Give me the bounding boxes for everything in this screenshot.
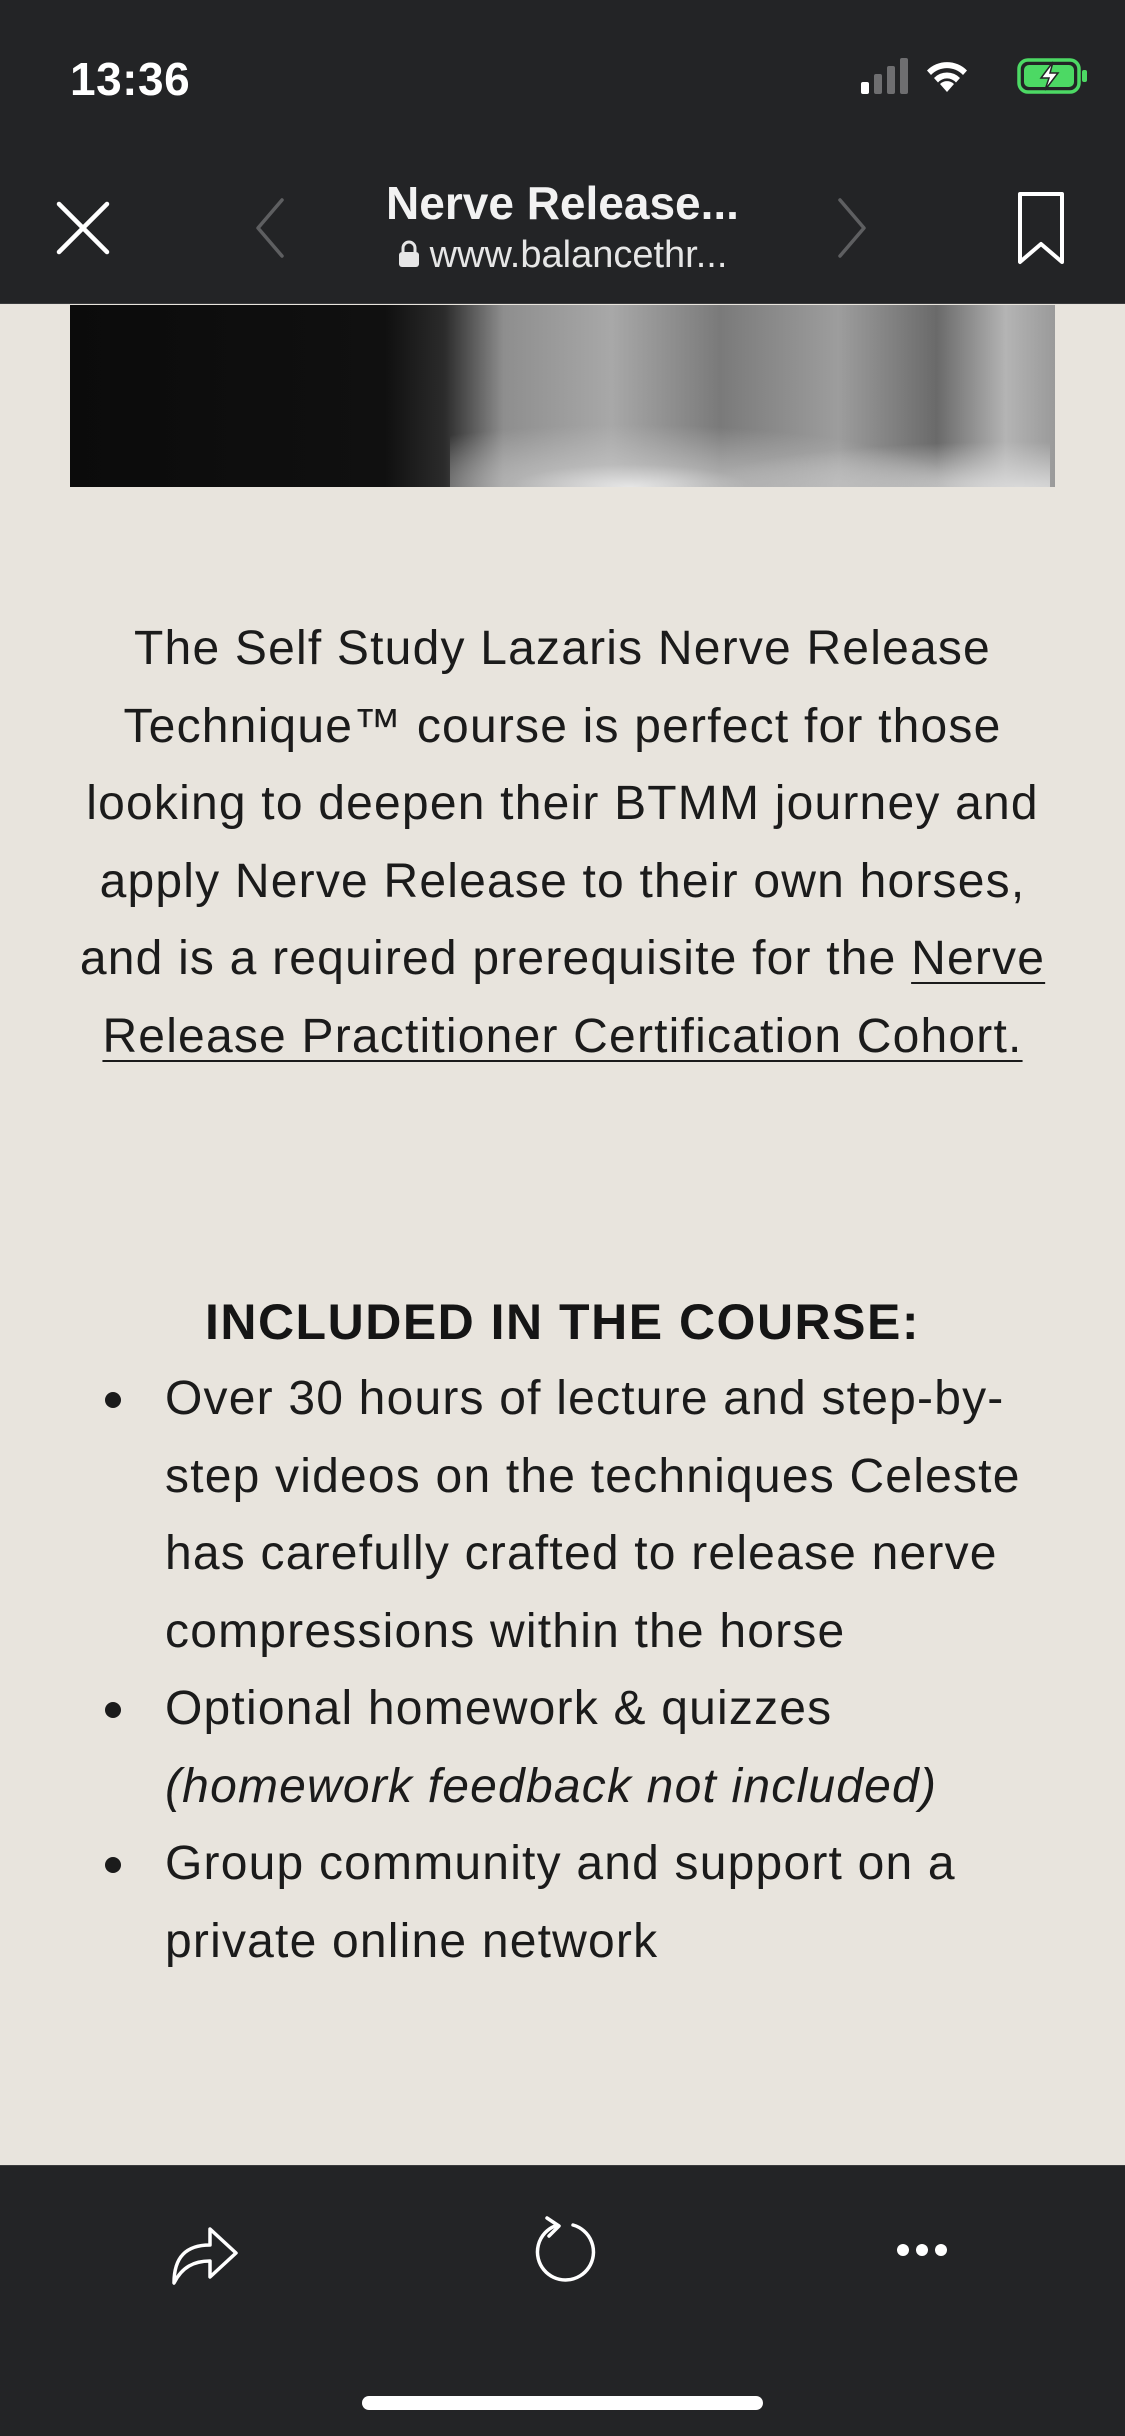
status-time: 13:36 (70, 53, 191, 105)
page-content (0, 305, 1125, 2165)
url-text: www.balancethr... (429, 234, 728, 276)
hero-image (70, 305, 1055, 487)
url-display (300, 232, 825, 278)
hero-image-shading (450, 407, 1050, 487)
list-item-text: Group community and support on a private online network (165, 1837, 956, 1968)
chevron-right-icon[interactable] (834, 196, 870, 260)
share-icon[interactable] (168, 2221, 240, 2287)
list-item-text: Over 30 hours of lecture and step-by-step videos on the techniques Celeste has carefully crafted to release nerve compressions within the horse (165, 1372, 1021, 1658)
course-intro-text: The Self Study Lazaris Nerve Release Technique™ course is perfect for those looking to deepen their BTMM journey and apply Nerve Release to their own horses, and is a required prerequisite for the (79, 622, 1039, 985)
close-icon[interactable] (55, 200, 111, 256)
battery-charging-icon (1017, 58, 1089, 94)
page-title: Nerve Release... (386, 177, 739, 229)
list-item (165, 1360, 1065, 1670)
browser-header (0, 150, 1125, 304)
list-item (165, 1670, 1065, 1825)
chevron-left-icon[interactable] (252, 196, 288, 260)
status-bar (0, 0, 1125, 150)
reload-icon[interactable] (527, 2216, 599, 2288)
bullet (105, 1702, 121, 1718)
more-icon[interactable] (896, 2242, 948, 2258)
list-item-text: Optional homework & quizzes (165, 1682, 833, 1735)
list-item-note: (homework feedback not included) (165, 1759, 938, 1813)
included-list (165, 1360, 1065, 1980)
page-title-block[interactable] (300, 176, 825, 278)
home-indicator[interactable] (362, 2396, 763, 2410)
lock-icon (398, 240, 420, 268)
bullet (105, 1857, 121, 1873)
wifi-icon (923, 58, 971, 94)
included-heading: INCLUDED IN THE COURSE: (204, 1294, 921, 1350)
bookmark-icon[interactable] (1016, 190, 1066, 266)
list-item (165, 1825, 1065, 1980)
cellular-signal-icon (861, 58, 909, 94)
course-intro (60, 610, 1065, 1075)
certification-cohort-link[interactable]: Nerve Release Practitioner Certification Cohort. (102, 932, 1046, 1063)
bullet (105, 1392, 121, 1408)
